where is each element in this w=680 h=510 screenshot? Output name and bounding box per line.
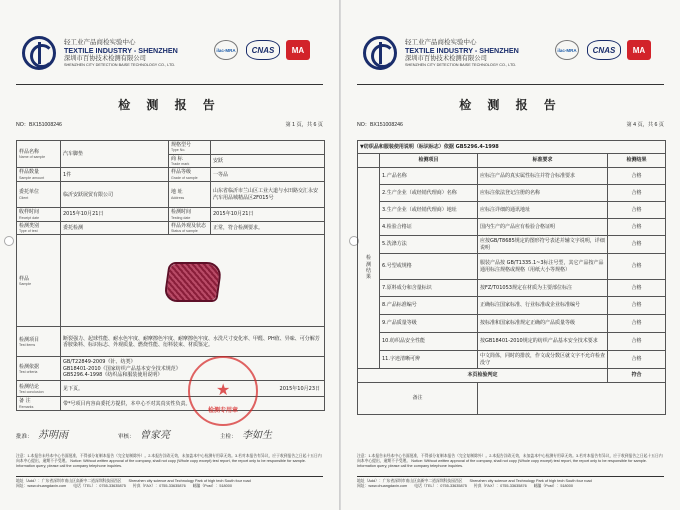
footer-address: 地址（Add）：广东省深圳市南山区高新中二道深圳科技园西区 bbox=[357, 479, 463, 483]
report-number: NO：BX151008246 bbox=[16, 122, 62, 128]
test-item-req: 国内生产的产品应有检验合格证明 bbox=[478, 219, 608, 236]
sample-photo-label: 样品 Sample bbox=[17, 235, 61, 327]
test-item-req: 应标注产品的真实属性标注并符合标准要求 bbox=[478, 168, 608, 185]
amount-value: 1件 bbox=[61, 168, 169, 182]
brand-label: 商 标 Trade mark bbox=[169, 154, 211, 168]
test-item-result: 合格 bbox=[608, 297, 666, 315]
side-label-header bbox=[358, 154, 380, 168]
test-date-value: 2015年10月21日 bbox=[211, 208, 325, 222]
test-item-name: 11.字迹清晰可辨 bbox=[380, 351, 478, 369]
page-judgement-result: 符合 bbox=[608, 369, 666, 383]
checker-label: 审核： bbox=[118, 434, 135, 440]
org-cn-name-2: 深圳市百协技术检测有限公司 bbox=[405, 55, 487, 62]
address-label: 地 址 Address bbox=[169, 182, 211, 208]
status-value: 正常，符合检测要求。 bbox=[211, 221, 325, 235]
col-item-header: 检测项目 bbox=[380, 154, 478, 168]
test-item-result: 合格 bbox=[608, 351, 666, 369]
test-item-req: 应标注详细的通讯地址 bbox=[478, 202, 608, 219]
report-number: NO：BX151008246 bbox=[357, 122, 403, 128]
conclusion-text: 见下页。 bbox=[63, 385, 84, 392]
org-en-name-2: SHENZHEN CITY DETECTION BAISE TECHNOLOGY CO., LTD. bbox=[405, 63, 517, 67]
test-item-result: 合格 bbox=[608, 168, 666, 185]
sample-photo-cell bbox=[61, 235, 325, 327]
footer-address: 地址（Add）：广东省深圳市南山区高新中二道深圳科技园西区 bbox=[16, 479, 122, 483]
test-result-side-label: 检 测 结 果 bbox=[358, 168, 380, 369]
status-label: 样品外观及状态 Status of sample bbox=[169, 221, 211, 235]
test-item-name: 1.产品名称 bbox=[380, 168, 478, 185]
footer-post: 邮编（Post）：518000 bbox=[533, 484, 574, 488]
approver-label: 批准： bbox=[16, 434, 33, 440]
test-item-result: 合格 bbox=[608, 236, 666, 254]
grade-label: 样品等级 Grade of sample bbox=[169, 168, 211, 182]
conclusion-date: 2015年10月23日 bbox=[279, 386, 320, 393]
criteria-line: GB/T22849-2009《针、纺类》 bbox=[63, 359, 136, 366]
test-item-result: 合格 bbox=[608, 202, 666, 219]
labeling-test-table bbox=[357, 140, 666, 415]
criteria-label: 检测依据 Test criteria bbox=[17, 357, 61, 381]
test-item-name: 4.检验合格证 bbox=[380, 219, 478, 236]
remarks-label: 备注 bbox=[358, 383, 478, 415]
page-judgement-label: 本页检验判定 bbox=[358, 369, 608, 383]
test-item-name: 5.洗涤方法 bbox=[380, 236, 478, 254]
report-footer bbox=[357, 454, 664, 488]
test-item-name: 9.产品质量等级 bbox=[380, 315, 478, 333]
address-value: 山东省临沂市兰山区工业大道与水田路交汇永安汽车用品城精品区2F015号 bbox=[211, 182, 325, 208]
test-item-result: 合格 bbox=[608, 333, 666, 351]
criteria-line: GB5296.4-1998《纺织品和服装使用说明》 bbox=[63, 372, 163, 379]
org-cn-name: 轻工业产品商检实验中心 bbox=[405, 38, 477, 46]
org-en-name-2: SHENZHEN CITY DETECTION BAISE TECHNOLOGY CO., LTD. bbox=[64, 63, 176, 67]
org-en-name: TEXTILE INDUSTRY - SHENZHEN bbox=[64, 46, 178, 55]
ilac-mra-logo-icon: ilac-MRA bbox=[214, 40, 238, 60]
footer-web: 网址：www.chuangdaxin.com bbox=[357, 484, 408, 488]
report-header bbox=[22, 36, 322, 78]
criteria-line: GB18401-2010《国家纺织产品基本安全技术规范》 bbox=[63, 365, 181, 372]
test-item-req: 按GB18401-2010规定的纺织产品基本安全技术要求 bbox=[478, 333, 608, 351]
footer-contact bbox=[357, 476, 664, 489]
header-rule bbox=[357, 84, 664, 85]
sample-name-value: 汽车脚垫 bbox=[61, 141, 169, 168]
test-items-value: 断裂强力、起球性能、耐水色牢度、耐摩擦色牢度、耐摩擦色牢度、水洗尺寸变化率、甲醛、PH值、异味、可分解芳香胺染料、标识标志、外观质量、燃烧性能、衍料装束、材质鉴定。 bbox=[61, 327, 325, 357]
cnas-logo-icon: CNAS bbox=[246, 40, 280, 60]
footer-web: 网址：www.chuangdaxin.com bbox=[16, 484, 67, 488]
page-info: 第 1 页，共 6 页 bbox=[285, 122, 323, 128]
test-item-req: 中文简体，同时的排放，作文或分数区就文字不允许检查没守 bbox=[478, 351, 608, 369]
section-title: ▼纺织品和服装使用说明（标识标志）依据 GB5296.4-1998 bbox=[358, 141, 666, 154]
test-date-label: 检测时间 Testing date bbox=[169, 208, 211, 222]
spec-label: 规格型号 Type No. bbox=[169, 141, 211, 155]
remarks-value bbox=[478, 383, 666, 415]
test-item-name: 10.纺织品安全性能 bbox=[380, 333, 478, 351]
footer-notice: 注意：1.本报告未经本中心书面批准，不得部分复制本报告（完全复制除外）。2.本报告涂改无效，未加盖本中心检测专用章无效。3.若对本报告有异议，应于收到报告之日起十五日内向本中心提出，逾期不予受理。 Notice: Without written approval of the company, shall not copy (Whole copy except) test report, the report only to be responsible for sample. Information query, please call the company telephone inquiries. bbox=[16, 454, 322, 468]
test-item-name: 7.原料成分和含量标识 bbox=[380, 280, 478, 297]
footer-contact bbox=[16, 476, 323, 489]
test-item-result: 合格 bbox=[608, 219, 666, 236]
footer-address-en: Shenzhen city science and Technology Park of high tech South four road bbox=[469, 479, 592, 483]
test-item-name: 3.生产企业（或经销代理商）地址 bbox=[380, 202, 478, 219]
footer-address-en: Shenzhen city science and Technology Park of high tech South four road bbox=[128, 479, 251, 483]
official-red-stamp bbox=[188, 356, 258, 426]
inspector-label: 主检： bbox=[220, 434, 237, 440]
grade-value: 一等品 bbox=[211, 168, 325, 182]
test-item-req: 按标准和国家标准规定正确的产品质量等级 bbox=[478, 315, 608, 333]
report-header bbox=[363, 36, 663, 78]
signature-row bbox=[16, 426, 323, 446]
report-footer bbox=[16, 454, 323, 488]
test-item-name: 2.生产企业（或经销代理商）名称 bbox=[380, 185, 478, 202]
org-name bbox=[64, 38, 214, 68]
test-item-name: 8.产品标准编号 bbox=[380, 297, 478, 315]
footer-fax: 传真（FAX）：0755-33635876 bbox=[132, 484, 186, 488]
test-type-label: 检测类别 Type of test bbox=[17, 221, 61, 235]
client-value: 临沂安跃展贸有限公司 bbox=[61, 182, 169, 208]
report-page-4 bbox=[340, 0, 680, 510]
cma-logo-icon: MA bbox=[286, 40, 310, 60]
receipt-value: 2015年10月21日 bbox=[61, 208, 169, 222]
test-item-result: 合格 bbox=[608, 254, 666, 280]
test-type-value: 委托检测 bbox=[61, 221, 169, 235]
test-item-req: 应按GB/T8685规定的图形符号表述并辅文字说明，详细说明 bbox=[478, 236, 608, 254]
test-item-result: 合格 bbox=[608, 315, 666, 333]
binder-hole bbox=[4, 236, 14, 246]
cl-logo-icon bbox=[363, 36, 397, 70]
cnas-logo-icon: CNAS bbox=[587, 40, 621, 60]
car-mat-photo bbox=[162, 260, 224, 304]
approver-signature: 苏明雨 bbox=[38, 430, 68, 441]
test-item-req: 服装产品按 GB/T1335.1~3标注号型，其它产品按产品通用标注规格或规格（用纸大小等规格） bbox=[478, 254, 608, 280]
footer-fax: 传真（FAX）：0755-33635876 bbox=[473, 484, 527, 488]
col-req-header: 标准要求 bbox=[478, 154, 608, 168]
footer-notice: 注意：1.本报告未经本中心书面批准，不得部分复制本报告（完全复制除外）。2.本报告涂改无效，未加盖本中心检测专用章无效。3.若对本报告有异议，应于收到报告之日起十五日内向本中心提出，逾期不予受理。 Notice: Without written approval of the company, shall not copy (Whole copy except) test report, the report only to be responsible for sample. Information query, please call the company telephone inquiries. bbox=[357, 454, 663, 468]
sample-info-table bbox=[16, 140, 325, 411]
spec-value bbox=[211, 141, 325, 155]
remarks-label: 备 注 Remarks bbox=[17, 397, 61, 411]
receipt-label: 收样时间 Receipt date bbox=[17, 208, 61, 222]
org-en-name: TEXTILE INDUSTRY - SHENZHEN bbox=[405, 46, 519, 55]
client-label: 委托单位 Client bbox=[17, 182, 61, 208]
page-info: 第 4 页，共 6 页 bbox=[626, 122, 664, 128]
report-title: 检 测 报 告 bbox=[459, 98, 562, 112]
report-title: 检 测 报 告 bbox=[118, 98, 221, 112]
checker-signature: 曾家亮 bbox=[140, 430, 170, 441]
org-cn-name-2: 深圳市百协技术检测有限公司 bbox=[64, 55, 146, 62]
footer-tel: 电话（TEL）：0755-33635875 bbox=[73, 484, 126, 488]
sample-name-label: 样品名称 Name of sample bbox=[17, 141, 61, 168]
inspector-signature: 李如生 bbox=[242, 430, 272, 441]
test-item-req: 按FZ/T01053规定在材质为主要部位标注 bbox=[478, 280, 608, 297]
stamp-text: ★ 检测专用章 bbox=[207, 407, 238, 414]
brand-value: 安跃 bbox=[211, 154, 325, 168]
test-item-name: 6.号型或规格 bbox=[380, 254, 478, 280]
header-rule bbox=[16, 84, 323, 85]
test-item-result: 合格 bbox=[608, 280, 666, 297]
remarks-value: 带*号项目内容由委托方提供，本中心不对其真实性负责。 bbox=[61, 397, 325, 411]
footer-tel: 电话（TEL）：0755-33635875 bbox=[414, 484, 467, 488]
amount-label: 样品数量 Sample amount bbox=[17, 168, 61, 182]
test-items-label: 检测项目 Test items bbox=[17, 327, 61, 357]
test-item-req: 应标注依法登记注册的名称 bbox=[478, 185, 608, 202]
cl-logo-icon bbox=[22, 36, 56, 70]
org-name bbox=[405, 38, 555, 68]
ilac-mra-logo-icon: ilac-MRA bbox=[555, 40, 579, 60]
col-result-header: 检测结果 bbox=[608, 154, 666, 168]
org-cn-name: 轻工业产品商检实验中心 bbox=[64, 38, 136, 46]
test-item-req: 正确标注国家标准、行业标准或企业标准编号 bbox=[478, 297, 608, 315]
footer-post: 邮编（Post）：518000 bbox=[192, 484, 233, 488]
test-item-result: 合格 bbox=[608, 185, 666, 202]
conclusion-label: 检测结论 Test conclusion bbox=[17, 381, 61, 397]
cma-logo-icon: MA bbox=[627, 40, 651, 60]
